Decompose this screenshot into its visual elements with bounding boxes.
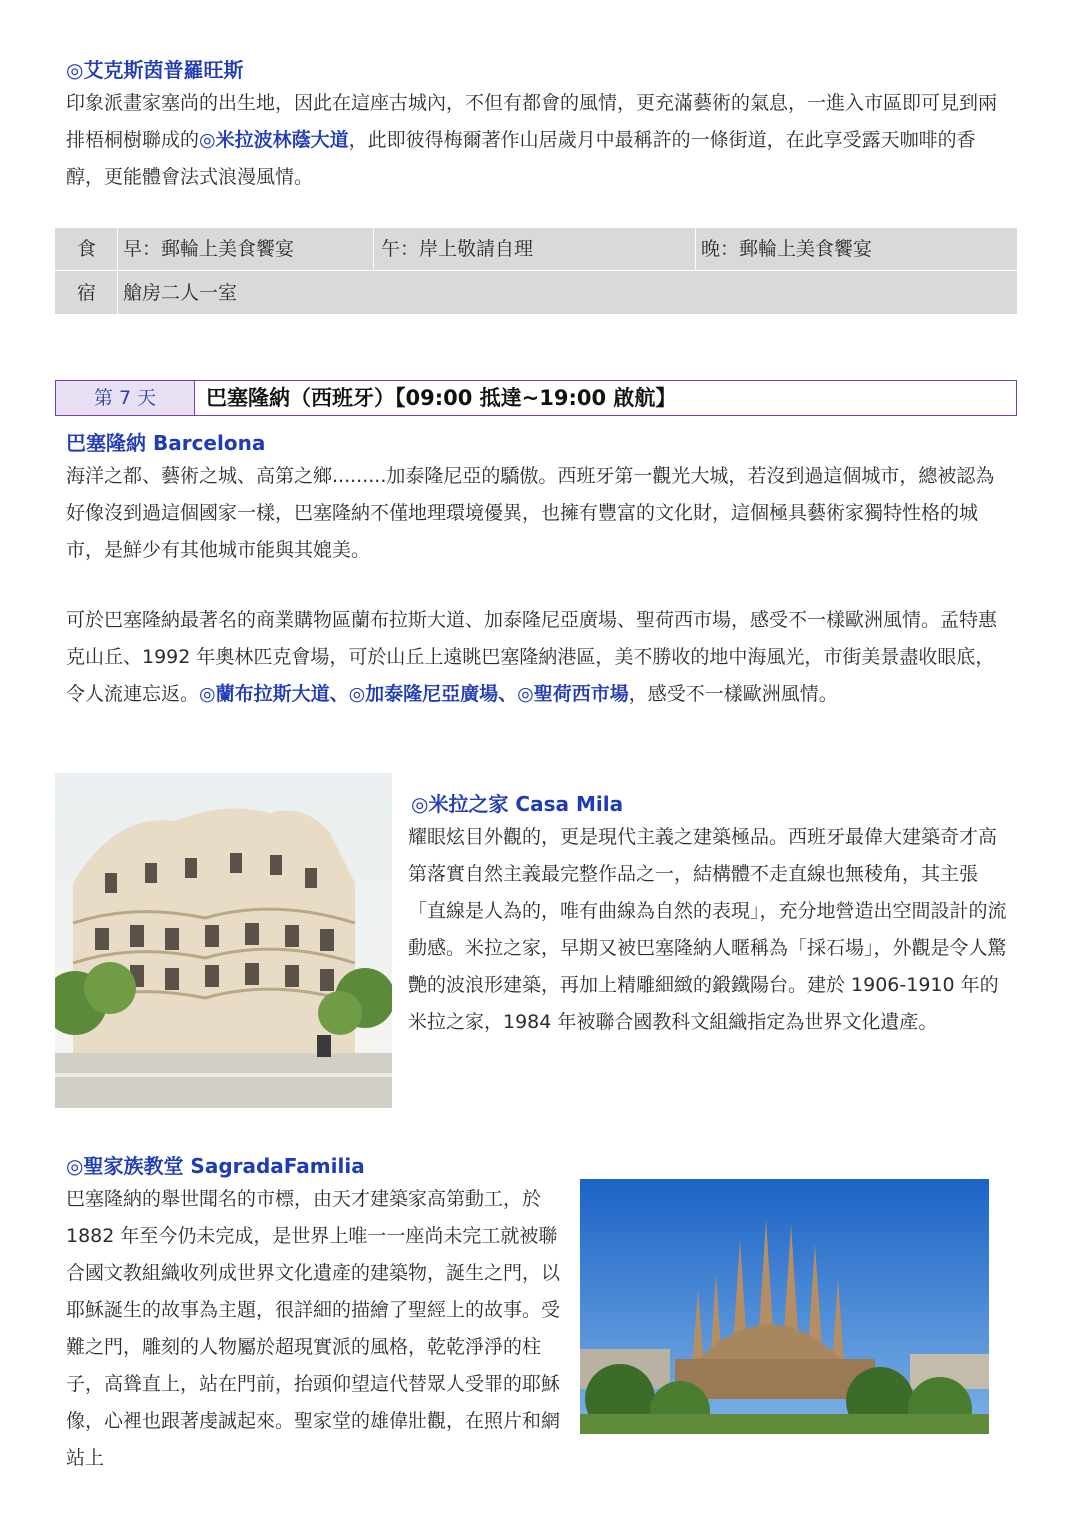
food-tag: 食: [77, 238, 97, 260]
section-paragraph-aix: [66, 85, 1012, 196]
stay-cell: 艙房二人一室: [123, 282, 238, 304]
meal-table: [55, 228, 1017, 314]
section-heading-casa-mila: ◎米拉之家 Casa Mila: [411, 792, 624, 816]
section-heading-sagrada: ◎聖家族教堂 SagradaFamilia: [66, 1154, 365, 1178]
para-text: 印象派畫家塞尚的出生地，因此在這座古城內，不但有都會的風情，更充滿藝術的氣息，一進入市區即可見到兩排梧桐樹聯成的: [66, 92, 998, 151]
stay-tag: 宿: [77, 282, 97, 304]
day-label: 第 7 天: [56, 381, 195, 415]
day-header: [55, 380, 1017, 416]
section-heading-aix: ◎艾克斯茵普羅旺斯: [66, 58, 244, 82]
highlight-landmarks: ◎蘭布拉斯大道、◎加泰隆尼亞廣場、◎聖荷西市場: [199, 683, 629, 705]
dinner-cell: 晚：郵輪上美食饗宴: [701, 238, 873, 260]
para-text: 可於巴塞隆納最著名的商業購物區蘭布拉斯大道、加泰隆尼亞廣場、聖荷西市場，感受不一樣歐洲風情。孟特惠克山丘、1992 年奧林匹克會場，可於山丘上遠眺巴塞隆納港區，美不勝收的地中海風光，市街美景盡收眼底，令人流連忘返。: [66, 609, 998, 705]
section-paragraph-barcelona-1: 海洋之都、藝術之城、高第之鄉.........加泰隆尼亞的驕傲。西班牙第一觀光大城，若沒到過這個城市，總被認為好像沒到過這個國家一樣，巴塞隆納不僅地理環境優異，也擁有豐富的文化財，這個極具藝術家獨特性格的城市，是鮮少有其他城市能與其媲美。: [66, 465, 995, 561]
para-text: ，此即彼得梅爾著作山居歲月中最稱許的一條街道，在此享受露天咖啡的香醇，更能體會法式浪漫風情。: [66, 129, 976, 188]
highlight-mirabeau: ◎米拉波林蔭大道: [199, 129, 349, 151]
para-text: ，感受不一樣歐洲風情。: [628, 683, 838, 705]
section-paragraph-sagrada: 巴塞隆納的舉世聞名的市標，由天才建築家高第動工，於 1882 年至今仍未完成，是世界上唯一一座尚未完工就被聯合國文教組織收列成世界文化遺產的建築物，誕生之門，以耶穌誕生的故事為主題，很詳細的描繪了聖經上的故事。受難之門，雕刻的人物屬於超現實派的風格，乾乾淨淨的柱子，高聳直上，站在門前，抬頭仰望這代替眾人受罪的耶穌像，心裡也跟著虔誠起來。聖家堂的雄偉壯觀，在照片和網站上: [66, 1188, 561, 1469]
sagrada-familia-photo: [580, 1179, 989, 1434]
breakfast-cell: 早：郵輪上美食饗宴: [123, 238, 295, 260]
lunch-cell: 午：岸上敬請自理: [381, 238, 534, 260]
casa-mila-photo: [55, 773, 392, 1108]
day-title: 巴塞隆納（西班牙）【09:00 抵達~19:00 啟航】: [206, 386, 677, 410]
section-paragraph-casa-mila: 耀眼炫目外觀的，更是現代主義之建築極品。西班牙最偉大建築奇才高第落實自然主義最完整作品之一，結構體不走直線也無稜角，其主張「直線是人為的，唯有曲線為自然的表現」，充分地營造出空間設計的流動感。米拉之家，早期又被巴塞隆納人暱稱為「採石場」，外觀是令人驚艷的波浪形建築，再加上精雕細緻的鍛鐵陽台。建於 1906-1910 年的米拉之家，1984 年被聯合國教科文組織指定為世界文化遺產。: [408, 826, 1007, 1033]
section-paragraph-barcelona-2: [66, 602, 1012, 713]
section-heading-barcelona: 巴塞隆納 Barcelona: [66, 431, 266, 455]
